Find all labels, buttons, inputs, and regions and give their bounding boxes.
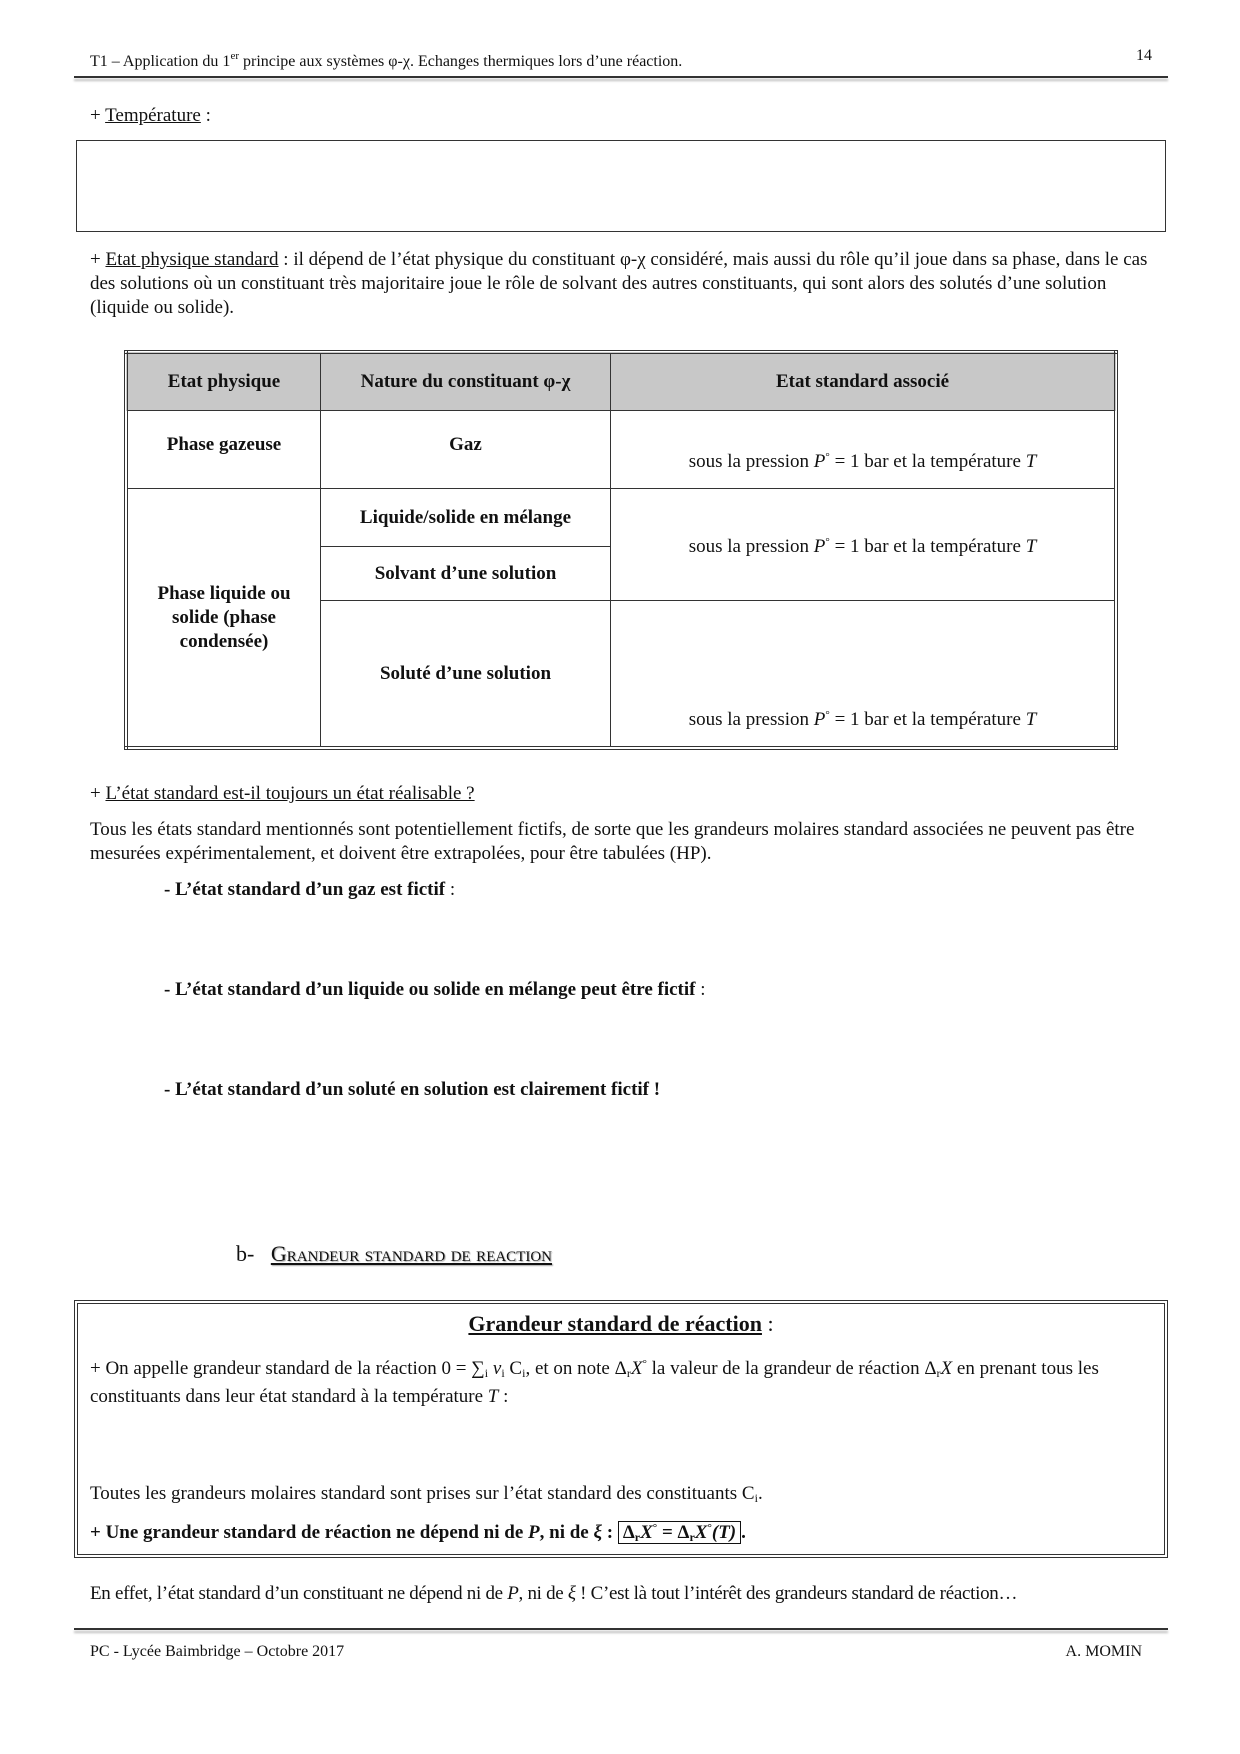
temperature-heading: + Température :	[90, 105, 211, 126]
condition-cell-gaz: sous la pression P° = 1 bar et la température T	[611, 411, 1117, 489]
molaires-text: Toutes les grandeurs molaires standard sont prises sur l’état standard des constituants $C_i$.	[90, 1483, 763, 1505]
formula-box: $\Delta_rX^\circ = \Delta_rX^\circ(T)$	[618, 1521, 741, 1544]
table-header-cell: Etat physique	[126, 352, 321, 411]
phase-condensee-cell: Phase liquide ou solide (phase condensée)	[126, 489, 321, 749]
solute-cell: Soluté d’une solution	[321, 601, 611, 749]
solvant-cell: Solvant d’une solution	[321, 547, 611, 601]
definition-rule: + Une grandeur standard de réaction ne dépend ni de P, ni de ξ : $\Delta_rX^\circ = \Delta_rX^\circ(T)$ .	[90, 1522, 746, 1544]
bullet-solute: - L’état standard d’un soluté en solution est clairement fictif !	[164, 1079, 661, 1100]
definition-text: + On appelle grandeur standard de la réaction $0 = \sum_i$ $\nu_i$ $C_i$, et on note $\Delta_rX^\circ$ la valeur de la grandeur de réaction $\Delta_rX$ en prenant tous les constituants dans leur état standard à la température T :	[90, 1358, 1099, 1407]
bullet-liquide: - L’état standard d’un liquide ou solide en mélange peut être fictif :	[164, 979, 706, 1000]
section-title	[236, 1242, 552, 1266]
table-row	[126, 411, 1116, 489]
conclusion-paragraph: En effet, l’état standard d’un constituant ne dépend ni de P, ni de ξ ! C’est là tout l’intérêt des grandeurs standard de réaction…	[90, 1583, 1018, 1604]
standard-state-table	[124, 350, 1118, 750]
temperature-answer-box	[76, 140, 1166, 232]
condition-cell-solvant: sous la pression P° = 1 bar et la température T	[611, 489, 1117, 601]
header-rule	[74, 76, 1168, 78]
phase-gazeuse-cell: Phase gazeuse	[126, 411, 321, 489]
table-header-cell: Etat standard associé	[611, 352, 1117, 411]
condition-cell-solute: sous la pression P° = 1 bar et la température T	[611, 601, 1117, 749]
definition-title: Grandeur standard de réaction :	[468, 1311, 774, 1336]
footer-rule	[74, 1628, 1168, 1630]
gaz-cell: Gaz	[321, 411, 611, 489]
section-letter: b-	[236, 1241, 255, 1266]
page-header	[90, 44, 1152, 74]
page-footer	[90, 1640, 1142, 1664]
etat-physique-paragraph: + Etat physique standard : il dépend de l’état physique du constituant φ-χ considéré, mais aussi du rôle qu’il joue dans sa phase, dans le cas des solutions où un constituant très majoritaire joue le rôle de solvant des autres constituants, qui sont alors des solutés d’une solution (liquide ou solide).	[90, 249, 1148, 318]
table-header-cell: Nature du constituant φ-χ	[321, 352, 611, 411]
realisable-paragraph: Tous les états standard mentionnés sont potentiellement fictifs, de sorte que les grandeurs molaires standard associées ne peuvent pas être mesurées expérimentalement, et doivent être extrapolées, pour être tabulées (HP).	[90, 819, 1135, 864]
footer-left: PC - Lycée Baimbridge – Octobre 2017	[90, 1643, 345, 1660]
realisable-question: + L’état standard est-il toujours un état réalisable ?	[90, 783, 475, 804]
table-row	[126, 489, 1116, 547]
bullet-gaz: - L’état standard d’un gaz est fictif :	[164, 879, 456, 900]
table-header-row	[126, 352, 1116, 411]
section-heading: Grandeur standard de reaction	[270, 1241, 553, 1266]
liquide-solide-cell: Liquide/solide en mélange	[321, 489, 611, 547]
header-title: T1 – Application du 1er principe aux systèmes φ-χ. Echanges thermiques lors d’une réaction.	[90, 50, 683, 70]
page-number: 14	[1136, 47, 1152, 64]
footer-right: A. MOMIN	[1065, 1643, 1142, 1660]
